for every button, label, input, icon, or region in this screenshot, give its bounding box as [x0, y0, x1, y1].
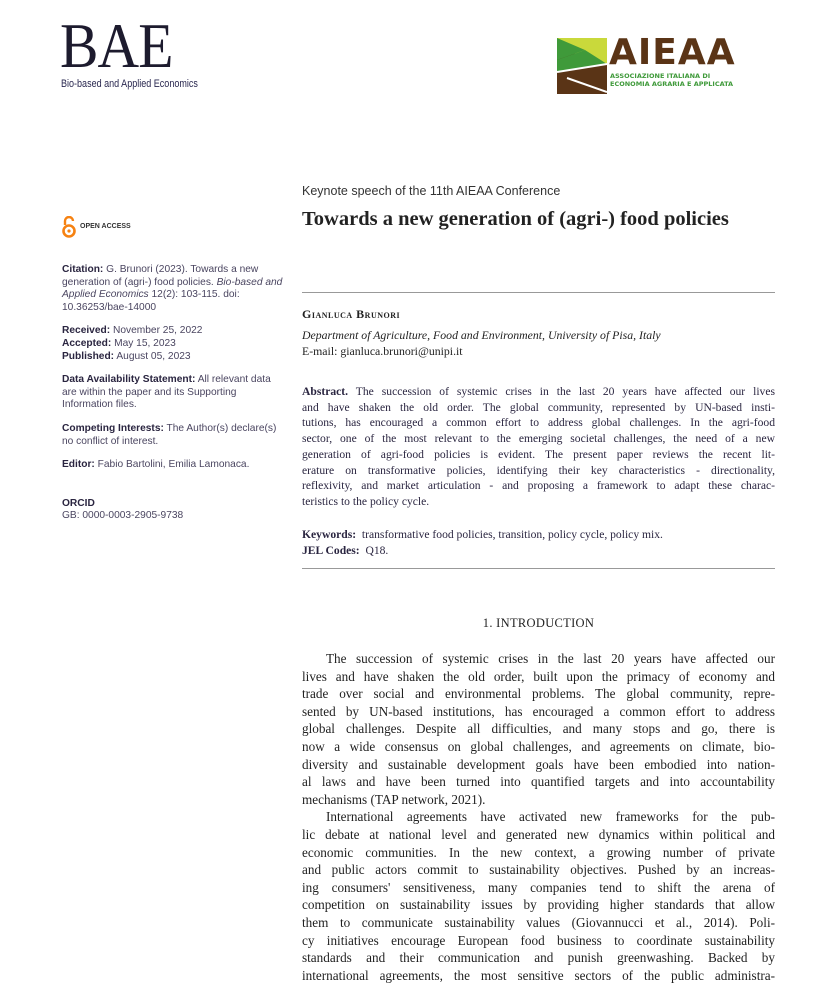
article-sidebar: [62, 216, 286, 523]
abstract: [302, 384, 775, 510]
citation-label: Citation:: [62, 264, 104, 275]
text-line: global challenges. Despite all difficulties, and many stops and go, there is: [302, 721, 775, 737]
abstract-line: teristics to the policy cycle.: [302, 494, 430, 508]
aieaa-subtitle: [610, 72, 733, 88]
open-access-label: OPEN ACCESS: [80, 222, 131, 230]
paragraph: [302, 650, 775, 808]
jel-label: JEL Codes:: [302, 543, 360, 557]
editor: [62, 459, 286, 472]
citation-doi[interactable]: 12(2): 103-115. doi: 10.36253/bae-14000: [62, 289, 240, 313]
data-text: All relevant data are within the paper and its Supporting Information files.: [62, 374, 271, 411]
data-availability: [62, 374, 286, 412]
article-title: Towards a new generation of (agri-) food policies: [302, 208, 729, 230]
journal-logo: BAE: [60, 10, 173, 81]
section-heading: 1. INTRODUCTION: [482, 616, 595, 630]
text-line: lives and have shaken the old order, built upon the primacy of economy and: [302, 668, 775, 684]
dates: [62, 325, 286, 363]
journal-name: Bio-based and Applied Economics: [61, 78, 198, 90]
accepted-date: May 15, 2023: [114, 337, 176, 349]
keywords-block: [302, 527, 663, 558]
published-label: Published:: [62, 350, 115, 362]
body-text: [302, 650, 775, 984]
abstract-line: tutions, has encouraged a common effort to address global challenges. In the agri-food: [302, 416, 775, 430]
competing-label: Competing Interests:: [62, 422, 164, 434]
text-line: standards and their communication and punish greenwashing. Backed by: [302, 950, 775, 966]
aieaa-emblem-icon: [557, 38, 607, 94]
text-line: sented by UN-based institutions, has encouraged a common effort to address: [302, 703, 775, 719]
orcid: [62, 498, 286, 523]
editor-label: Editor:: [62, 459, 95, 471]
orcid-label: ORCID: [62, 497, 95, 509]
text-line: ing consumers' sensitiveness, many companies tend to shift the arena of: [302, 879, 775, 895]
published-date: August 05, 2023: [116, 350, 191, 362]
author-email[interactable]: E-mail: gianluca.brunori@unipi.it: [302, 344, 463, 358]
divider: [302, 292, 775, 293]
article-type: Keynote speech of the 11th AIEAA Conference: [302, 184, 561, 198]
text-line: al laws and have been turned into quantified targets and into accountability: [302, 774, 775, 790]
keywords-label: Keywords:: [302, 528, 357, 541]
affiliation-block: [302, 327, 661, 359]
open-access-lock-icon: [62, 216, 76, 238]
keywords: transformative food policies, transition, policy cycle, policy mix.: [361, 528, 663, 541]
affiliation: Department of Agriculture, Food and Environment, University of Pisa, Italy: [302, 328, 661, 342]
text-line: International agreements have activated new frameworks for the pub-: [326, 809, 775, 825]
abstract-line: reflexivity, and market articulation - and proposing a framework to adapt these charac-: [302, 479, 775, 493]
aieaa-sub-line: ECONOMIA AGRARIA E APPLICATA: [610, 80, 734, 88]
data-label: Data Availability Statement:: [62, 374, 196, 386]
aieaa-sub-line: ASSOCIAZIONE ITALIANA DI: [610, 72, 711, 80]
open-access-badge: [62, 216, 286, 238]
text-line: cy initiatives encourage European food business to coordinate sustainability: [302, 932, 775, 948]
text-line: competition on sustainability issues by providing higher standards that allow: [302, 897, 775, 913]
abstract-line: sector, one of the most relevant to the emerging societal challenges, the need of a new: [302, 432, 775, 446]
text-line: and public actors commit to sustainability objectives. Pushed by an increas-: [302, 862, 775, 878]
competing-text: The Author(s) declare(s) no conflict of interest.: [62, 422, 277, 447]
divider: [302, 568, 775, 569]
text-line: mechanisms (TAP network, 2021).: [302, 791, 486, 807]
abstract-line: generation of agri-food policies is evident. The present paper reviews the recent lit-: [302, 447, 775, 461]
author-name: Gianluca Brunori: [302, 307, 401, 321]
text-line: trade over social and environmental problems. The global community, repre-: [302, 686, 775, 702]
text-line: economic communities. In the new context, a growing number of private: [302, 844, 775, 860]
abstract-line: and have shaken the old order. The global community, represented by UN-based insti-: [302, 400, 775, 414]
aieaa-name: AIEAA: [609, 32, 736, 73]
citation-text: G. Brunori (2023). Towards a new generation of (agri-) food policies.: [62, 264, 259, 288]
received-date: November 25, 2022: [112, 325, 203, 337]
text-line: them to communicate sustainability values (Giovannucci et al., 2014). Poli-: [302, 914, 775, 930]
text-line: diversity and sustainable development goals have been embodied into nation-: [302, 756, 775, 772]
accepted-label: Accepted:: [62, 337, 112, 349]
abstract-line: erature on transformative policies, identifying their key characteristics - directionality,: [302, 463, 775, 477]
citation-journal: Bio-based and Applied Economics: [62, 276, 283, 301]
text-line: now a wide consensus on global challenges, and agreements on climate, bio-: [302, 738, 775, 754]
abstract-line: Abstract. The succession of systemic crises in the last 20 years have affected our lives: [302, 385, 775, 398]
editor-text: Fabio Bartolini, Emilia Lamonaca.: [97, 459, 250, 471]
text-line: lic debate at national level and generated new dynamics within political and: [302, 826, 775, 842]
orcid-id[interactable]: GB: 0000-0003-2905-9738: [62, 510, 184, 522]
citation: [62, 264, 286, 314]
text-line: The succession of systemic crises in the last 20 years have affected our: [326, 651, 775, 666]
competing-interests: [62, 423, 286, 448]
received-label: Received:: [62, 325, 111, 337]
paragraph: [302, 808, 775, 984]
jel-codes: Q18.: [365, 543, 389, 557]
aieaa-logo: [557, 32, 777, 94]
text-line: international agreements, the most sensitive sectors of the public administra-: [302, 967, 775, 983]
